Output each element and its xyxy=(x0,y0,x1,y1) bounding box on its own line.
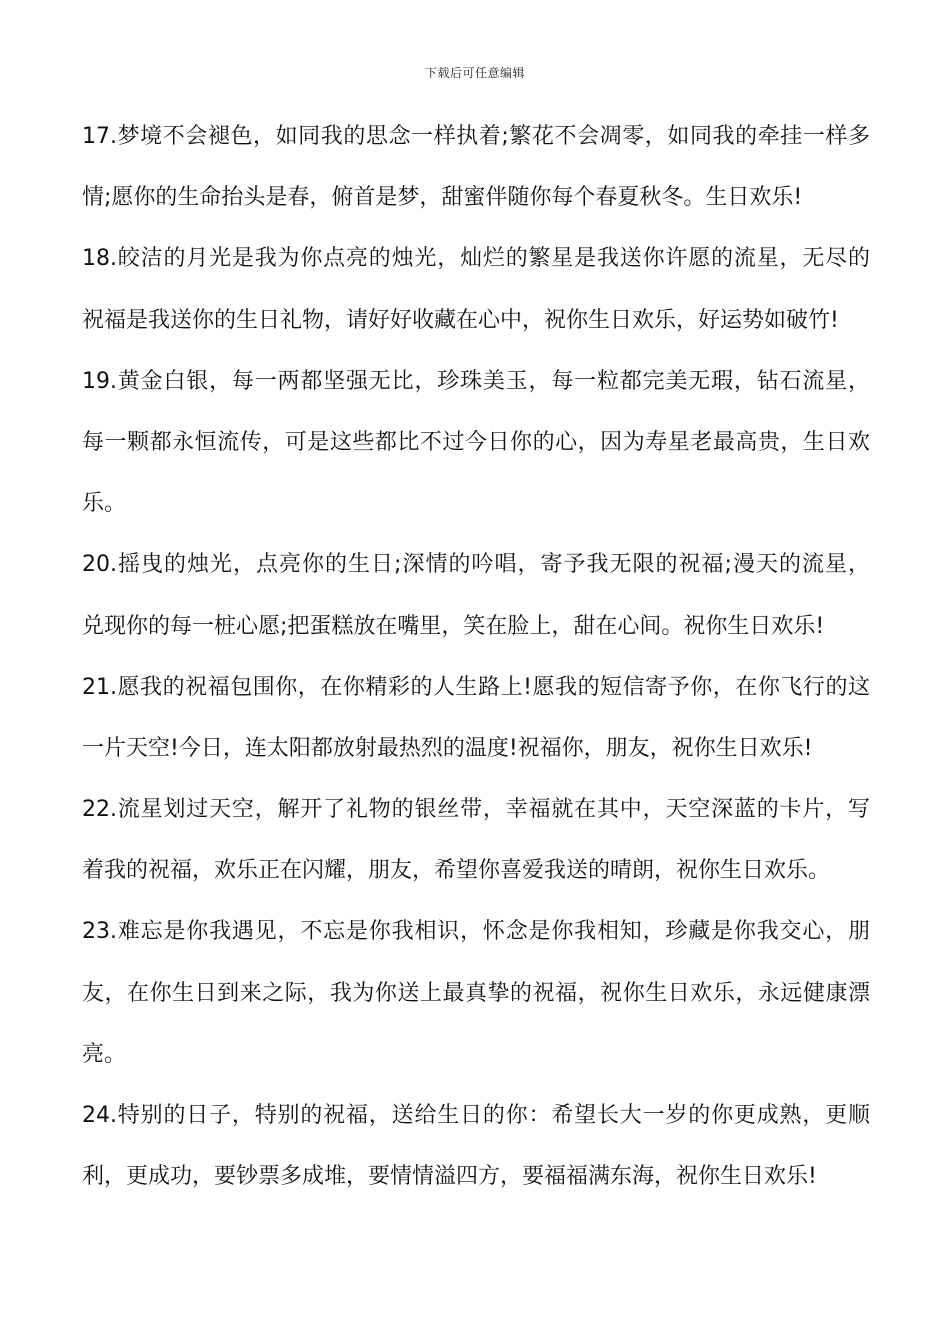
text-line: 24.特别的日子，特别的祝福，送给生日的你：希望长大一岁的你更成熟，更顺 xyxy=(82,1103,870,1128)
document-body xyxy=(82,112,870,1213)
text-line: 兑现你的每一桩心愿;把蛋糕放在嘴里，笑在脸上，甜在心间。祝你生日欢乐! xyxy=(82,613,825,639)
text-line: 友，在你生日到来之际，我为你送上最真挚的祝福，祝你生日欢乐，永远健康漂 xyxy=(82,980,870,1006)
text-line: 着我的祝福，欢乐正在闪耀，朋友，希望你喜爱我送的晴朗，祝你生日欢乐。 xyxy=(82,858,831,884)
text-line: 一片天空!今日，连太阳都放射最热烈的温度!祝福你，朋友，祝你生日欢乐! xyxy=(82,735,813,761)
text-line: 乐。 xyxy=(82,491,127,517)
text-line: 23.难忘是你我遇见，不忘是你我相识，怀念是你我相知，珍藏是你我交心，朋 xyxy=(82,919,870,945)
text-line: 20.摇曳的烛光，点亮你的生日;深情的吟唱，寄予我无限的祝福;漫天的流星， xyxy=(82,552,870,578)
text-line: 利，更成功，要钞票多成堆，要情情溢四方，要福福满东海，祝你生日欢乐! xyxy=(82,1164,817,1190)
page-header: 下载后可任意编辑 xyxy=(424,66,525,80)
text-line: 22.流星划过天空，解开了礼物的银丝带，幸福就在其中，天空深蓝的卡片，写 xyxy=(82,797,870,823)
text-line: 每一颗都永恒流传，可是这些都比不过今日你的心，因为寿星老最高贵，生日欢 xyxy=(82,429,870,455)
text-line: 19.黄金白银，每一两都坚强无比，珍珠美玉，每一粒都完美无瑕，钻石流星， xyxy=(82,368,870,394)
text-line: 17.梦境不会褪色，如同我的思念一样执着;繁花不会凋零，如同我的牵挂一样多 xyxy=(82,124,870,149)
text-line: 21.愿我的祝福包围你，在你精彩的人生路上!愿我的短信寄予你，在你飞行的这 xyxy=(82,674,870,700)
text-line: 祝福是我送你的生日礼物，请好好收藏在心中，祝你生日欢乐，好运势如破竹! xyxy=(82,307,839,333)
text-line: 亮。 xyxy=(82,1041,127,1067)
text-line: 情;愿你的生命抬头是春，俯首是梦，甜蜜伴随你每个春夏秋冬。生日欢乐! xyxy=(82,185,803,211)
text-line: 18.皎洁的月光是我为你点亮的烛光，灿烂的繁星是我送你许愿的流星，无尽的 xyxy=(82,246,870,272)
